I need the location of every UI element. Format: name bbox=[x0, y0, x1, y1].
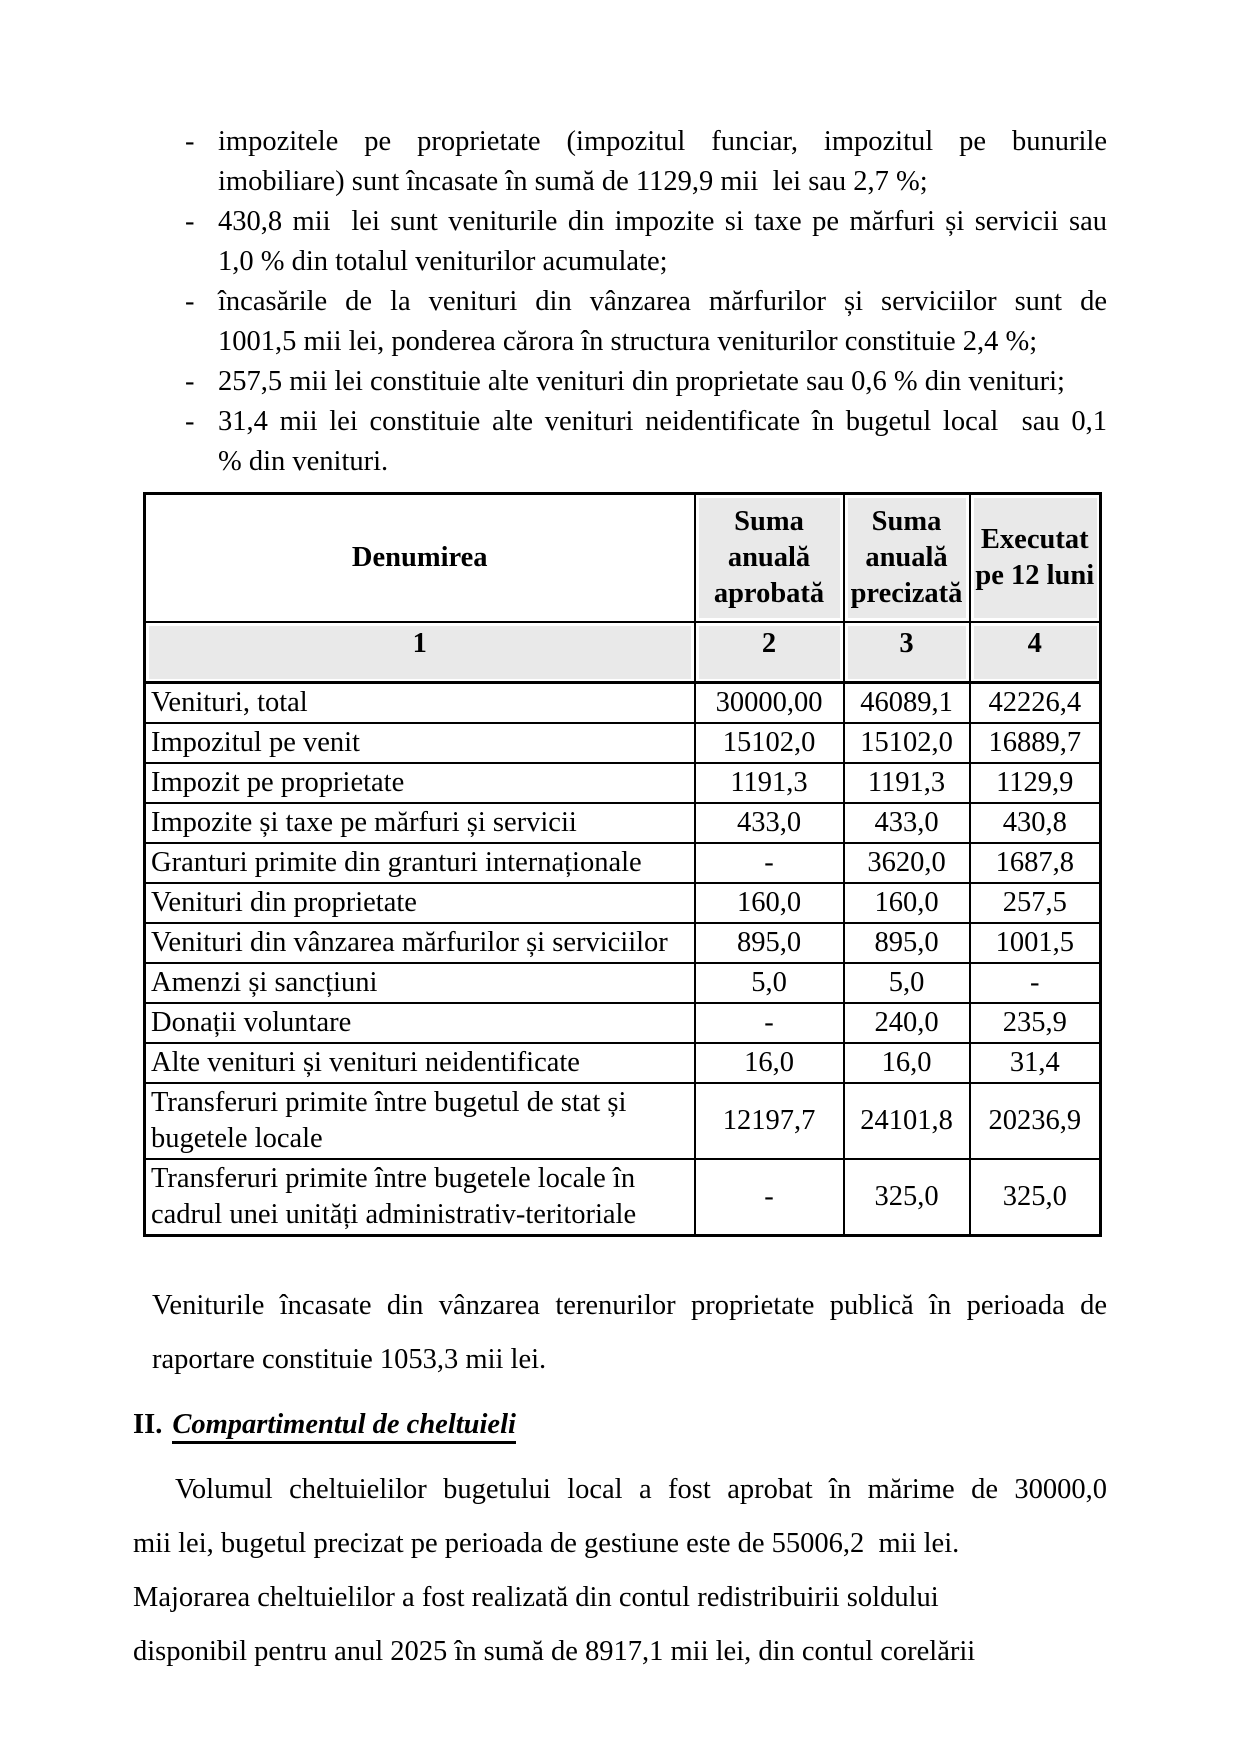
value-executat: 1687,8 bbox=[970, 843, 1101, 883]
value-executat: 31,4 bbox=[970, 1043, 1101, 1083]
row-label-cell: Venituri din proprietate bbox=[145, 883, 695, 923]
value-suma-precizata: 160,0 bbox=[844, 883, 970, 923]
bullet-marker: - bbox=[185, 366, 195, 397]
col-header-executat-12-luni: Executat pe 12 luni bbox=[970, 494, 1101, 623]
paragraph-line: încasările de la venituri din vânzarea mărfurilor și serviciilor sunt de bbox=[218, 286, 1107, 317]
paragraph-line: mii lei, bugetul precizat pe perioada de gestiune este de 55006,2 mii lei. bbox=[133, 1528, 960, 1559]
value-suma-precizata: 15102,0 bbox=[844, 723, 970, 763]
table-body bbox=[145, 683, 1101, 1236]
value-suma-precizata: 1191,3 bbox=[844, 763, 970, 803]
paragraph-line: 430,8 mii lei sunt veniturile din impozite si taxe pe mărfuri și servicii sau bbox=[218, 206, 1107, 237]
bullet-list bbox=[133, 122, 1107, 482]
paragraph-line: Majorarea cheltuielilor a fost realizată din contul redistribuirii soldului bbox=[133, 1582, 939, 1613]
closing-paragraphs bbox=[133, 1463, 1107, 1679]
table-row bbox=[145, 923, 1101, 963]
value-suma-precizata: 240,0 bbox=[844, 1003, 970, 1043]
value-executat: 325,0 bbox=[970, 1159, 1101, 1236]
value-suma-aprobata: - bbox=[695, 843, 844, 883]
table-row bbox=[145, 1003, 1101, 1043]
table-row bbox=[145, 1083, 1101, 1159]
bullet-text bbox=[218, 402, 1107, 482]
value-suma-aprobata: 5,0 bbox=[695, 963, 844, 1003]
table-header-row bbox=[145, 494, 1101, 623]
budget-table bbox=[143, 492, 1102, 1237]
value-suma-aprobata: 1191,3 bbox=[695, 763, 844, 803]
value-executat: 430,8 bbox=[970, 803, 1101, 843]
col-header-suma-anuala-aprobata: Suma anuală aprobată bbox=[695, 494, 844, 623]
bullet-item bbox=[133, 282, 1107, 362]
bullet-text bbox=[218, 282, 1107, 362]
value-suma-precizata: 895,0 bbox=[844, 923, 970, 963]
value-suma-aprobata: - bbox=[695, 1159, 844, 1236]
index-cell-4: 4 bbox=[970, 622, 1101, 683]
table-row bbox=[145, 723, 1101, 763]
index-cell-3: 3 bbox=[844, 622, 970, 683]
bullet-item bbox=[133, 202, 1107, 282]
col-header-denumirea: Denumirea bbox=[145, 494, 695, 623]
row-label-cell: Alte venituri și venituri neidentificate bbox=[145, 1043, 695, 1083]
value-suma-aprobata: 895,0 bbox=[695, 923, 844, 963]
value-suma-precizata: 5,0 bbox=[844, 963, 970, 1003]
paragraph-line: impozitele pe proprietate (impozitul funciar, impozitul pe bunurile bbox=[218, 126, 1107, 157]
value-suma-aprobata: 433,0 bbox=[695, 803, 844, 843]
table-row bbox=[145, 963, 1101, 1003]
row-label-cell: Transferuri primite între bugetul de stat și bugetele locale bbox=[145, 1083, 695, 1159]
table-row bbox=[145, 843, 1101, 883]
value-executat: 42226,4 bbox=[970, 683, 1101, 724]
paragraph-line: 257,5 mii lei constituie alte venituri din proprietate sau 0,6 % din venituri; bbox=[218, 366, 1065, 397]
paragraph-line: 31,4 mii lei constituie alte venituri neidentificate în bugetul local sau 0,1 bbox=[218, 406, 1107, 437]
row-label-cell: Amenzi și sancțiuni bbox=[145, 963, 695, 1003]
value-executat: 20236,9 bbox=[970, 1083, 1101, 1159]
row-label-cell: Venituri din vânzarea mărfurilor și serviciilor bbox=[145, 923, 695, 963]
index-cell-1: 1 bbox=[145, 622, 695, 683]
bullet-item bbox=[133, 362, 1107, 402]
table-row bbox=[145, 763, 1101, 803]
paragraph-line: % din venituri. bbox=[218, 446, 389, 477]
index-cell-2: 2 bbox=[695, 622, 844, 683]
bullet-marker: - bbox=[185, 206, 195, 237]
paragraph-line: imobiliare) sunt încasate în sumă de 1129,9 mii lei sau 2,7 %; bbox=[218, 166, 928, 197]
row-label-cell: Granturi primite din granturi internaționale bbox=[145, 843, 695, 883]
value-suma-aprobata: 16,0 bbox=[695, 1043, 844, 1083]
value-suma-aprobata: 30000,00 bbox=[695, 683, 844, 724]
paragraph-line: 1,0 % din totalul veniturilor acumulate; bbox=[218, 246, 668, 277]
paragraph-line: 1001,5 mii lei, ponderea cărora în structura veniturilor constituie 2,4 %; bbox=[218, 326, 1038, 357]
value-executat: 257,5 bbox=[970, 883, 1101, 923]
value-suma-precizata: 433,0 bbox=[844, 803, 970, 843]
closing-paragraph bbox=[133, 1463, 1107, 1571]
section-title: Compartimentul de cheltuieli bbox=[172, 1409, 516, 1444]
bullet-marker: - bbox=[185, 286, 195, 317]
value-suma-precizata: 3620,0 bbox=[844, 843, 970, 883]
value-suma-aprobata: 12197,7 bbox=[695, 1083, 844, 1159]
row-label-cell: Impozitul pe venit bbox=[145, 723, 695, 763]
section-heading bbox=[133, 1403, 1107, 1447]
row-label-cell: Impozite și taxe pe mărfuri și servicii bbox=[145, 803, 695, 843]
value-suma-precizata: 325,0 bbox=[844, 1159, 970, 1236]
value-executat: 16889,7 bbox=[970, 723, 1101, 763]
section-dot: . bbox=[155, 1409, 163, 1440]
bullet-item bbox=[133, 402, 1107, 482]
value-executat: 235,9 bbox=[970, 1003, 1101, 1043]
value-suma-aprobata: 15102,0 bbox=[695, 723, 844, 763]
column-index-row bbox=[145, 622, 1101, 683]
value-suma-aprobata: 160,0 bbox=[695, 883, 844, 923]
table-row bbox=[145, 1043, 1101, 1083]
value-executat: - bbox=[970, 963, 1101, 1003]
value-suma-aprobata: - bbox=[695, 1003, 844, 1043]
table-row bbox=[145, 683, 1101, 724]
bullet-text bbox=[218, 362, 1107, 402]
bullet-marker: - bbox=[185, 406, 195, 437]
row-label-cell: Donații voluntare bbox=[145, 1003, 695, 1043]
row-label-cell: Impozit pe proprietate bbox=[145, 763, 695, 803]
table-row bbox=[145, 1159, 1101, 1236]
value-suma-precizata: 46089,1 bbox=[844, 683, 970, 724]
value-suma-precizata: 24101,8 bbox=[844, 1083, 970, 1159]
value-executat: 1129,9 bbox=[970, 763, 1101, 803]
value-suma-precizata: 16,0 bbox=[844, 1043, 970, 1083]
paragraph-line: Volumul cheltuielilor bugetului local a fost aprobat în mărime de 30000,0 bbox=[175, 1474, 1107, 1505]
paragraph-terenuri bbox=[152, 1279, 1107, 1387]
paragraph-line: disponibil pentru anul 2025 în sumă de 8917,1 mii lei, din contul corelării bbox=[133, 1636, 976, 1667]
value-executat: 1001,5 bbox=[970, 923, 1101, 963]
bullet-marker: - bbox=[185, 126, 195, 157]
paragraph-line: raportare constituie 1053,3 mii lei. bbox=[152, 1344, 547, 1375]
row-label-cell: Transferuri primite între bugetele locale în cadrul unei unități administrativ-teritoriale bbox=[145, 1159, 695, 1236]
section-numeral: II bbox=[133, 1409, 156, 1440]
bullet-text bbox=[218, 122, 1107, 202]
row-label-cell: Venituri, total bbox=[145, 683, 695, 724]
table-row bbox=[145, 803, 1101, 843]
col-header-suma-anuala-precizata: Suma anuală precizată bbox=[844, 494, 970, 623]
closing-paragraph bbox=[133, 1571, 1107, 1679]
paragraph-line: Veniturile încasate din vânzarea terenurilor proprietate publică în perioada de bbox=[152, 1290, 1107, 1321]
bullet-item bbox=[133, 122, 1107, 202]
table-row bbox=[145, 883, 1101, 923]
bullet-text bbox=[218, 202, 1107, 282]
